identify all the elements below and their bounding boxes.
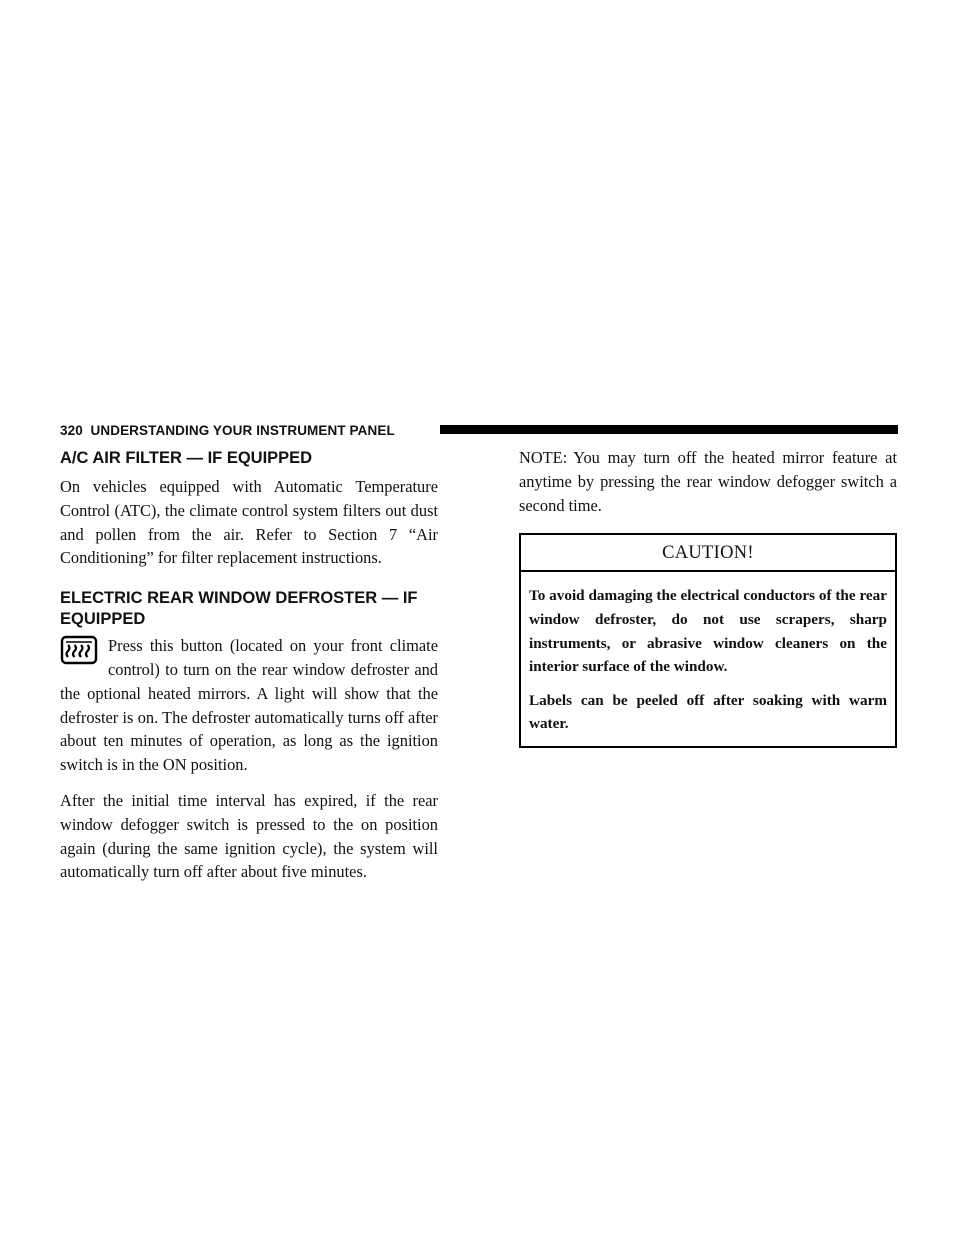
defroster-heading-line2: EQUIPPED bbox=[60, 610, 146, 629]
ac-filter-heading: A/C AIR FILTER — IF EQUIPPED bbox=[60, 449, 313, 467]
caution-para-1: To avoid damaging the electrical conductors of the rear window defroster, do not use scrapers, sharp instruments, or abrasive window cleaners on the interior surface of the window. bbox=[529, 587, 887, 676]
right-column bbox=[519, 448, 897, 748]
defroster-body-2: After the initial time interval has expired, if the rear window defogger switch is pressed to the on position again (during the same ignition cycle), the system will automatically turn off after about five minutes. bbox=[60, 790, 438, 882]
header-rule bbox=[440, 425, 898, 434]
header-text bbox=[60, 422, 395, 440]
caution-para-2: Labels can be peeled off after soaking with warm water. bbox=[529, 691, 887, 733]
section-title: UNDERSTANDING YOUR INSTRUMENT PANEL bbox=[90, 423, 395, 438]
ac-filter-body: On vehicles equipped with Automatic Temperature Control (ATC), the climate control system filters out dust and pollen from the air. Refer to Section 7 “Air Conditioning” for filter replacement instructions. bbox=[60, 477, 438, 568]
page-number: 320 bbox=[60, 423, 83, 438]
note-text: You may turn off the heated mirror feature at anytime by pressing the rear window defogger switch a second time. bbox=[519, 448, 897, 515]
note-paragraph bbox=[519, 446, 897, 517]
defroster-heading-line1: ELECTRIC REAR WINDOW DEFROSTER — IF bbox=[60, 589, 418, 608]
caution-body bbox=[521, 572, 895, 746]
caution-box bbox=[519, 533, 897, 748]
defroster-body-1: Press this button (located on your front climate control) to turn on the rear window defroster and the optional heated mirrors. A light will show that the defroster is on. The defroster automatically turns off after about ten minutes of operation, as long as the ignition switch is in the ON position. bbox=[60, 636, 438, 775]
note-label: NOTE: bbox=[519, 448, 568, 467]
defroster-heading bbox=[60, 588, 438, 630]
page-header bbox=[0, 422, 960, 440]
left-column bbox=[60, 448, 438, 884]
caution-title: CAUTION! bbox=[521, 535, 895, 572]
rear-defroster-icon bbox=[60, 635, 98, 665]
